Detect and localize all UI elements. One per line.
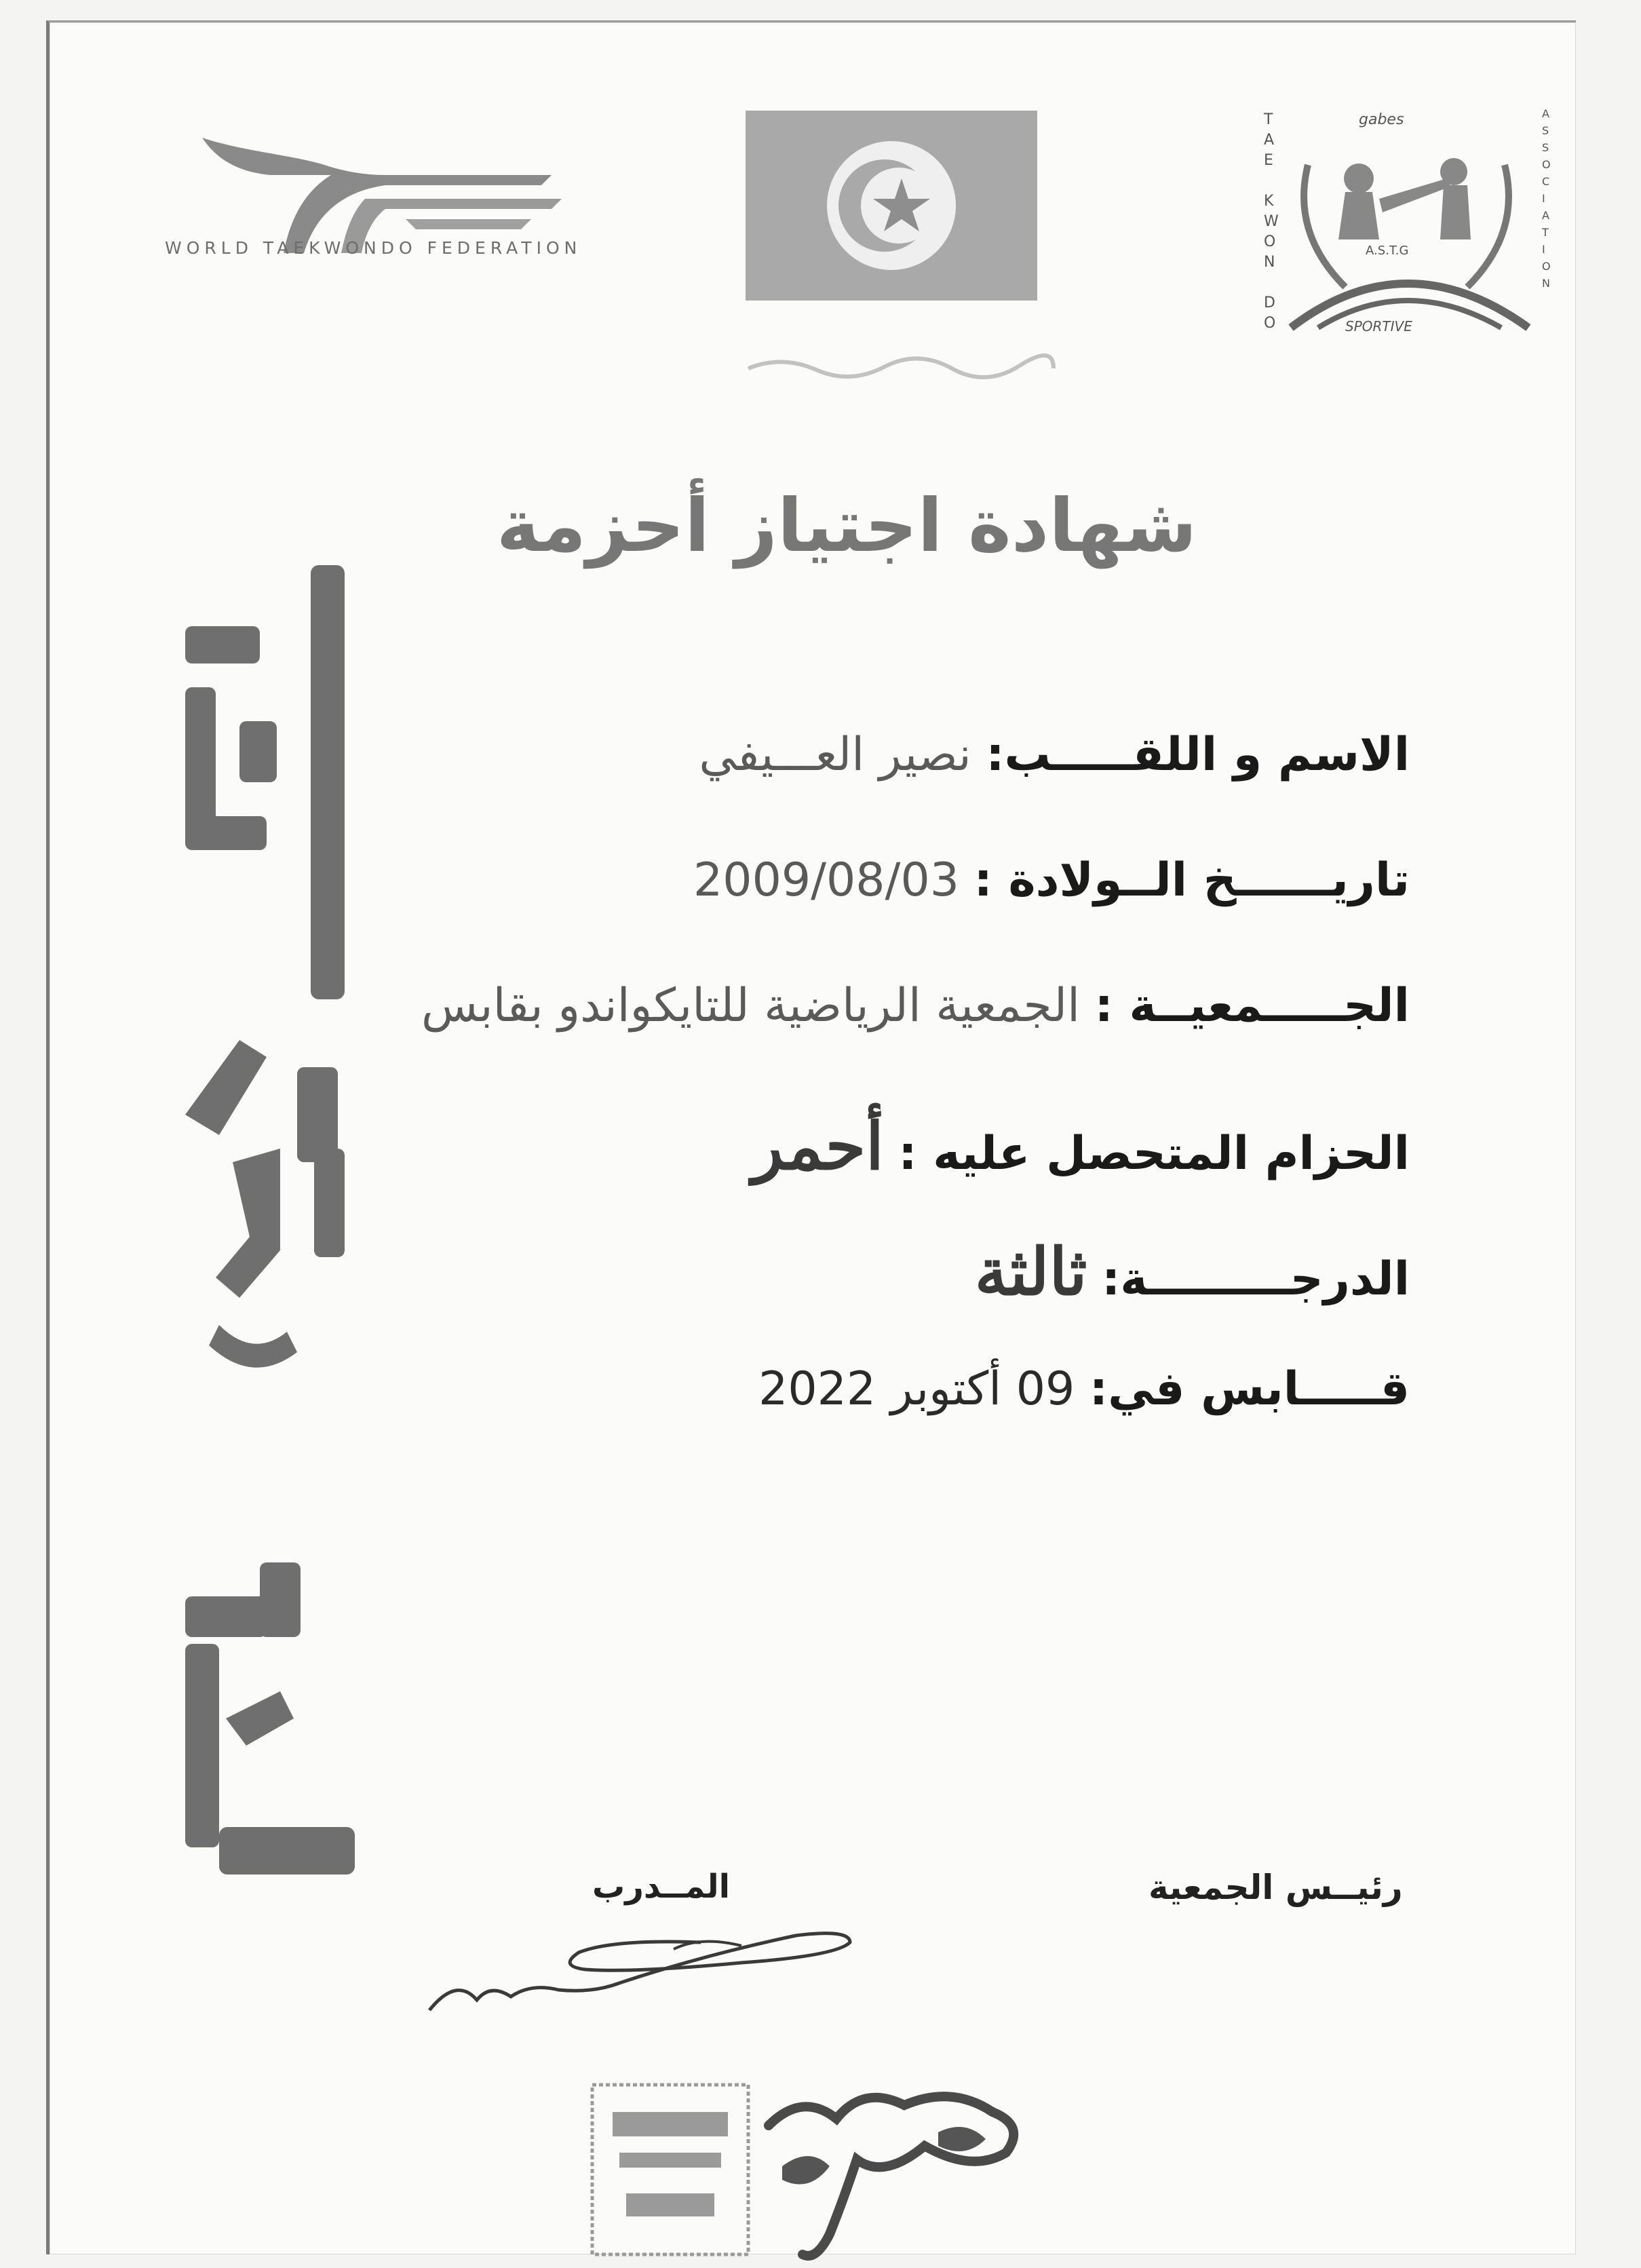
svg-text:S: S xyxy=(1542,124,1549,137)
svg-text:N: N xyxy=(1542,277,1550,290)
svg-text:I: I xyxy=(1542,192,1545,205)
svg-text:SPORTIVE: SPORTIVE xyxy=(1345,318,1412,334)
birth-label: تاريــــــخ الــولادة : xyxy=(973,853,1410,907)
svg-text:A: A xyxy=(1542,209,1549,222)
svg-text:O: O xyxy=(1264,315,1276,332)
birth-value: 2009/08/03 xyxy=(693,853,959,907)
flag-caption-faded xyxy=(741,348,1060,382)
brush-calligraphy-decoration xyxy=(158,552,389,2017)
belt-row xyxy=(752,1108,1410,1185)
svg-text:S: S xyxy=(1542,141,1549,154)
certificate-title: شهادة اجتياز أحزمة xyxy=(496,484,1197,569)
belt-label: الحزام المتحصل عليه : xyxy=(898,1127,1410,1180)
svg-text:N: N xyxy=(1264,254,1275,271)
club-value: الجمعية الرياضية للتايكواندو بقابس xyxy=(421,979,1080,1033)
svg-text:E: E xyxy=(1264,152,1273,169)
president-label: رئيــس الجمعية xyxy=(1148,1868,1403,1907)
svg-text:T: T xyxy=(1542,226,1549,239)
svg-text:gabes: gabes xyxy=(1359,111,1404,128)
club-emblem xyxy=(1243,104,1569,362)
name-label: الاسم و اللقـــــب: xyxy=(986,728,1410,782)
place-label: قـــــابس في: xyxy=(1089,1362,1410,1416)
svg-text:W: W xyxy=(1264,213,1279,230)
svg-text:O: O xyxy=(1542,158,1551,171)
svg-text:K: K xyxy=(1264,193,1274,210)
svg-text:C: C xyxy=(1542,175,1550,188)
svg-text:A: A xyxy=(1264,132,1275,149)
svg-text:A: A xyxy=(1542,107,1549,120)
degree-row xyxy=(975,1233,1410,1310)
coach-signature xyxy=(416,1881,891,2031)
svg-text:O: O xyxy=(1542,260,1551,273)
belt-value: أحمر xyxy=(752,1108,884,1185)
svg-text:A.S.T.G: A.S.T.G xyxy=(1366,244,1409,258)
svg-text:O: O xyxy=(1264,233,1276,250)
svg-text:D: D xyxy=(1264,294,1275,311)
club-label: الجـــــمعيــة : xyxy=(1094,979,1410,1033)
wtf-text: WORLD TAEKWONDO FEDERATION xyxy=(165,238,582,258)
svg-text:T: T xyxy=(1264,111,1273,128)
place-date-value: 09 أكتوبر 2022 xyxy=(758,1362,1075,1416)
club-stamp xyxy=(585,2064,1074,2268)
degree-label: الدرجـــــــــة: xyxy=(1102,1252,1410,1306)
svg-text:I: I xyxy=(1542,243,1545,256)
birth-row xyxy=(693,853,1410,907)
club-row xyxy=(421,979,1410,1033)
place-date-row xyxy=(758,1362,1410,1416)
degree-value: ثالثة xyxy=(974,1233,1087,1310)
certificate-sheet xyxy=(46,20,1576,2254)
flag-emblem-icon xyxy=(746,111,1037,301)
name-row xyxy=(699,728,1410,782)
coach-label: المــدرب xyxy=(592,1868,731,1906)
tunisia-flag xyxy=(746,111,1037,301)
name-value: نصير العـــيفي xyxy=(699,728,971,782)
